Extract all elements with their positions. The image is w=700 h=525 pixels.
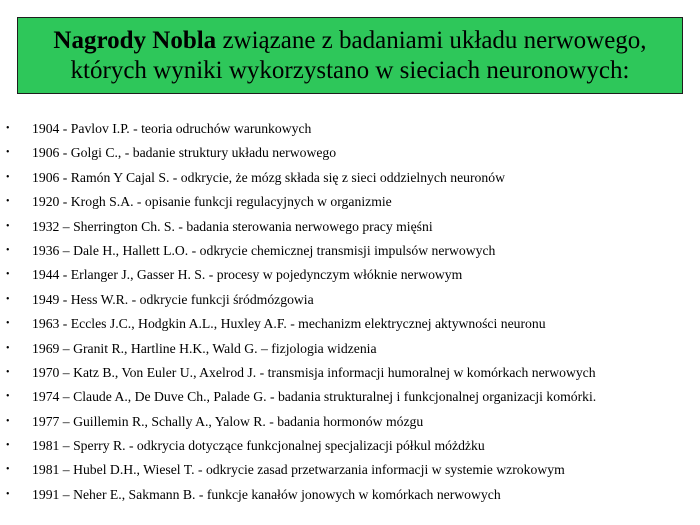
list-item-text: 1906 - Ramón Y Cajal S. - odkrycie, że mózg składa się z sieci oddzielnych neuronów	[32, 169, 505, 185]
bullet-icon: •	[6, 293, 10, 305]
list-item	[0, 312, 700, 336]
bullet-icon: •	[6, 171, 10, 183]
list-item-text: 1977 – Guillemin R., Schally A., Yalow R. - badania hormonów mózgu	[32, 413, 424, 429]
list-item	[0, 263, 700, 287]
list-item	[0, 215, 700, 239]
list-item	[0, 166, 700, 190]
list-item-text: 1904 - Pavlov I.P. - teoria odruchów warunkowych	[32, 121, 312, 136]
list-item	[0, 434, 700, 458]
list-item-text: 1944 - Erlanger J., Gasser H. S. - procesy w pojedynczym włóknie nerwowym	[32, 267, 463, 283]
nobel-prize-list	[0, 117, 700, 507]
list-item	[0, 288, 700, 312]
list-item-text: 1920 - Krogh S.A. - opisanie funkcji regulacyjnych w organizmie	[32, 194, 392, 210]
title-box	[17, 17, 683, 94]
list-item-text: 1963 - Eccles J.C., Hodgkin A.L., Huxley A.F. - mechanizm elektrycznej aktywności neuronu	[32, 316, 546, 332]
title-text-rest: związane z badaniami układu nerwowego,	[216, 26, 647, 54]
list-item	[0, 141, 700, 165]
bullet-icon: •	[6, 147, 10, 159]
list-item	[0, 385, 700, 409]
list-item-text: 1981 – Sperry R. - odkrycia dotyczące funkcjonalnej specjalizacji półkul móżdżku	[32, 438, 485, 454]
bullet-icon: •	[6, 415, 10, 427]
title-bold-text: Nagrody Nobla	[53, 26, 217, 54]
title-line-1	[53, 26, 646, 56]
list-item	[0, 458, 700, 482]
bullet-icon: •	[6, 220, 10, 232]
bullet-icon: •	[6, 318, 10, 330]
bullet-icon: •	[6, 464, 10, 476]
list-item-text: 1949 - Hess W.R. - odkrycie funkcji śródmózgowia	[32, 291, 314, 307]
bullet-icon: •	[6, 269, 10, 281]
list-item-text: 1981 – Hubel D.H., Wiesel T. - odkrycie zasad przetwarzania informacji w systemie wzrokowym	[32, 462, 565, 478]
list-item-text: 1936 – Dale H., Hallett L.O. - odkrycie chemicznej transmisji impulsów nerwowych	[32, 242, 496, 258]
list-item	[0, 190, 700, 214]
list-item	[0, 337, 700, 361]
list-item	[0, 239, 700, 263]
bullet-icon: •	[6, 488, 10, 500]
bullet-icon: •	[6, 440, 10, 452]
list-item	[0, 410, 700, 434]
bullet-icon: •	[6, 244, 10, 256]
list-item-text: 1906 - Golgi C., - badanie struktury układu nerwowego	[32, 145, 337, 161]
bullet-icon: •	[6, 366, 10, 378]
bullet-icon: •	[6, 342, 10, 354]
title-line-2: których wyniki wykorzystano w sieciach neuronowych:	[70, 56, 630, 84]
list-item	[0, 117, 700, 141]
bullet-icon: •	[6, 391, 10, 403]
list-item-text: 1970 – Katz B., Von Euler U., Axelrod J. - transmisja informacji humoralnej w komórkach nerwowych	[32, 364, 596, 380]
bullet-icon: •	[6, 123, 10, 134]
list-item-text: 1932 – Sherrington Ch. S. - badania sterowania nerwowego pracy mięśni	[32, 218, 433, 234]
list-item-text: 1974 – Claude A., De Duve Ch., Palade G. - badania strukturalnej i funkcjonalnej organizacji komórki.	[32, 389, 597, 405]
list-item-text: 1991 – Neher E., Sakmann B. - funkcje kanałów jonowych w komórkach nerwowych	[32, 486, 501, 502]
bullet-icon: •	[6, 196, 10, 208]
list-item	[0, 483, 700, 507]
list-item-text: 1969 – Granit R., Hartline H.K., Wald G. – fizjologia widzenia	[32, 340, 377, 356]
list-item	[0, 361, 700, 385]
